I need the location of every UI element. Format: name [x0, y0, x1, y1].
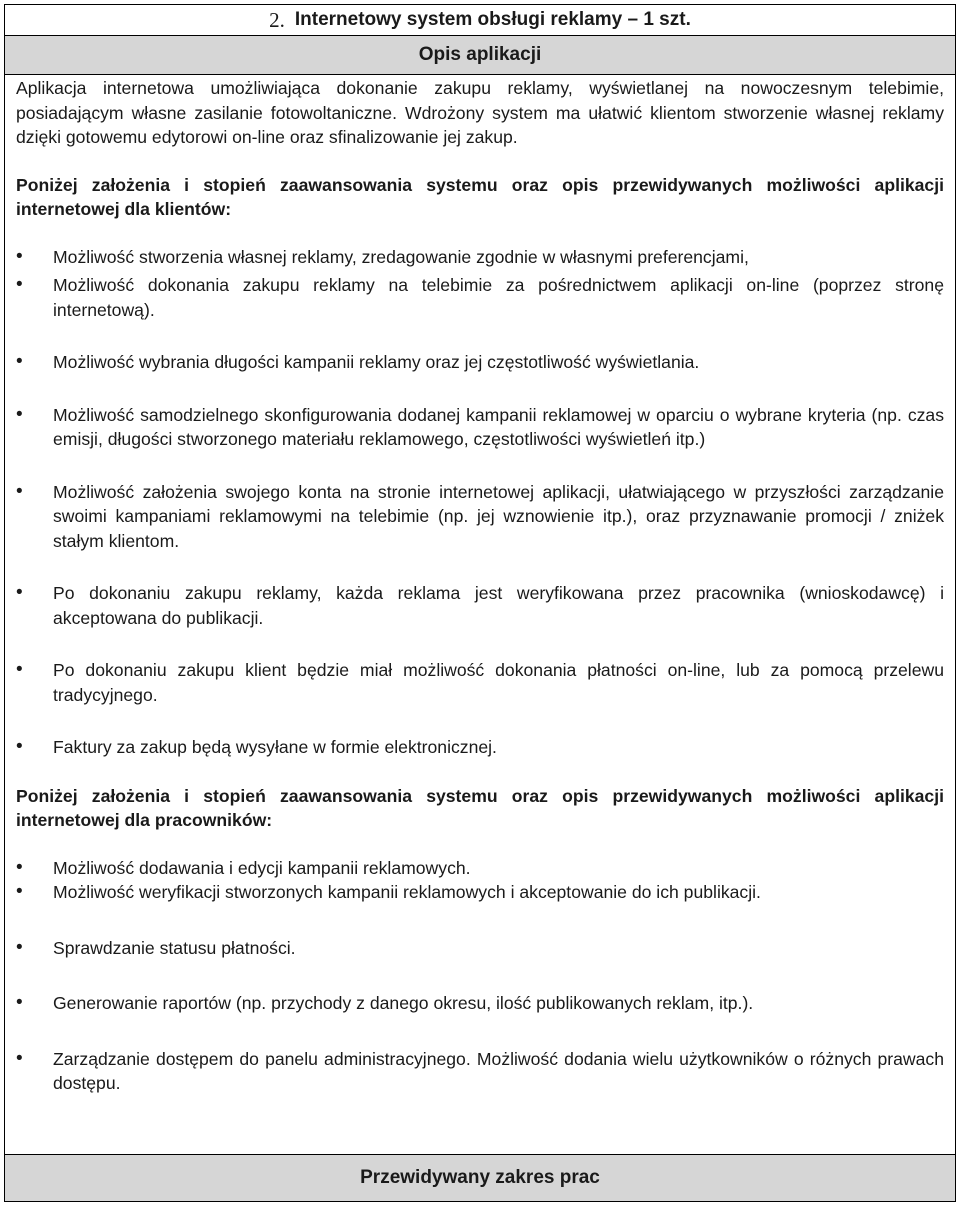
scope-header-label: Przewidywany zakres prac — [360, 1167, 600, 1188]
description-header-label: Opis aplikacji — [418, 44, 542, 65]
list-item: • Możliwość samodzielnego skonfigurowania dodanej kampanii reklamowej w oparciu o wybrane kryteria (np. czas emisji, długości stworzonego materiału reklamowego, częstotliwości wyświetleń itp.) — [16, 403, 944, 452]
clients-list — [16, 245, 944, 760]
section-title: Internetowy system obsługi reklamy – 1 szt. — [294, 9, 691, 30]
list-item: • Faktury za zakup będą wysyłane w formie elektronicznej. — [16, 735, 944, 760]
description-content — [5, 76, 955, 1096]
list-item: • Możliwość weryfikacji stworzonych kampanii reklamowych i akceptowanie do ich publikacji. — [16, 880, 944, 905]
scope-header — [5, 1154, 955, 1201]
staff-list — [16, 856, 944, 1096]
list-item: • Możliwość dokonania zakupu reklamy na telebimie za pośrednictwem aplikacji on-line (poprzez stronę internetową). — [16, 273, 944, 322]
section-number: 2. — [269, 7, 285, 32]
list-item: • Możliwość stworzenia własnej reklamy, zredagowanie zgodnie w własnymi preferencjami, — [16, 245, 944, 270]
clients-heading: Poniżej założenia i stopień zaawansowania systemu oraz opis przewidywanych możliwości aplikacji internetowej dla klientów: — [16, 174, 944, 219]
list-item: • Sprawdzanie statusu płatności. — [16, 936, 944, 961]
document-table — [4, 4, 956, 1202]
list-item: • Możliwość dodawania i edycji kampanii reklamowych. — [16, 856, 944, 881]
list-item: • Generowanie raportów (np. przychody z danego okresu, ilość publikowanych reklam, itp.). — [16, 991, 944, 1016]
description-header — [5, 36, 955, 75]
intro-paragraph: Aplikacja internetowa umożliwiająca dokonanie zakupu reklamy, wyświetlanej na nowoczesnym telebimie, posiadającym własne zasilanie fotowoltaniczne. Wdrożony system ma ułatwić klientom stworzenie własnej reklamy dzięki gotowemu edytorowi on-line oraz sfinalizowanie jej zakup. — [16, 78, 944, 147]
section-title-row — [5, 5, 955, 36]
list-item: • Możliwość założenia swojego konta na stronie internetowej aplikacji, ułatwiającego w przyszłości zarządzanie swoimi kampaniami reklamowymi na telebimie (np. jej wznowienie itp.), oraz przyznawanie promocji / zniżek stałym klientom. — [16, 480, 944, 554]
list-item: • Po dokonaniu zakupu klient będzie miał możliwość dokonania płatności on-line, lub za pomocą przelewu tradycyjnego. — [16, 658, 944, 707]
staff-heading: Poniżej założenia i stopień zaawansowania systemu oraz opis przewidywanych możliwości aplikacji internetowej dla pracowników: — [16, 785, 944, 830]
list-item: • Możliwość wybrania długości kampanii reklamy oraz jej częstotliwość wyświetlania. — [16, 350, 944, 375]
list-item: • Po dokonaniu zakupu reklamy, każda reklama jest weryfikowana przez pracownika (wnioskodawcę) i akceptowana do publikacji. — [16, 581, 944, 630]
list-item: • Zarządzanie dostępem do panelu administracyjnego. Możliwość dodania wielu użytkowników o różnych prawach dostępu. — [16, 1047, 944, 1096]
